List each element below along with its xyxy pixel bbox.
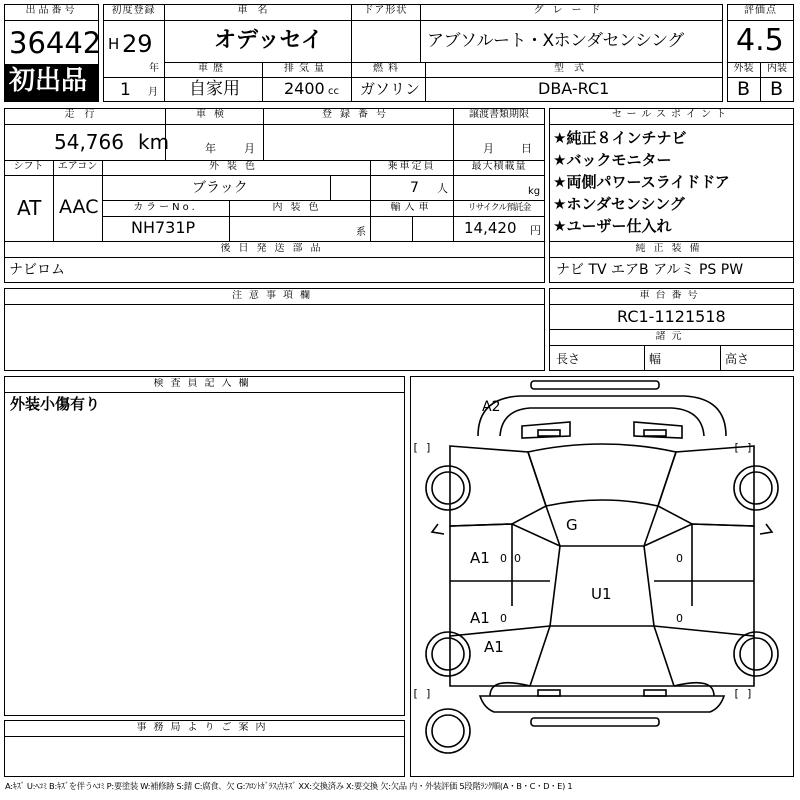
first-listing-text: 初出品	[9, 66, 88, 96]
small-mark: 0	[500, 552, 507, 565]
shift-value: AT	[17, 196, 42, 220]
door-label: ドア形状	[363, 5, 408, 16]
interior-color-label: 内装色	[272, 202, 327, 213]
small-mark: 0	[676, 612, 683, 625]
interior-score-label: 内装	[767, 63, 787, 74]
exterior-color-label: 外装色	[209, 161, 263, 172]
height-label: 高さ	[725, 352, 750, 366]
equipment-label: 純正装備	[635, 243, 708, 254]
car-diagram	[410, 376, 794, 777]
sales-point-item: ★バックモニター	[553, 151, 672, 169]
bracket-right-top: [ ]	[733, 441, 753, 454]
later-parts-value: ナビロム	[9, 262, 65, 278]
damage-mark-a1-door-front: A1	[470, 549, 490, 567]
damage-mark-a2: A2	[482, 399, 501, 415]
inspector-value: 外装小傷有り	[10, 395, 101, 413]
chassis-label: 車台番号	[639, 290, 704, 301]
sales-point-item: ★ホンダセンシング	[553, 195, 685, 213]
max-load-label: 最大積載量	[471, 161, 527, 172]
import-label: 輸入車	[390, 202, 433, 213]
model-value: DBA-RC1	[538, 79, 610, 98]
capacity-unit: 人	[437, 182, 448, 195]
transfer-day-unit: 日	[521, 142, 532, 155]
score-label: 評価点	[744, 5, 777, 16]
displacement-label: 排気量	[284, 63, 329, 74]
interior-color-unit: 系	[356, 227, 366, 238]
fuel-value: ガソリン	[360, 80, 421, 98]
small-mark: 0	[514, 552, 521, 565]
sales-points-label: セールスポイント	[611, 109, 732, 120]
inspector-label: 検査員記入欄	[153, 378, 256, 389]
first-reg-year: 29	[122, 30, 153, 58]
first-reg-month: 1	[120, 80, 131, 100]
length-label: 長さ	[556, 352, 581, 366]
notes-label: 注意事項欄	[232, 290, 317, 301]
first-reg-label: 初度登録	[111, 5, 156, 16]
car-name-value: オデッセイ	[214, 28, 323, 53]
first-reg-era: H	[108, 35, 120, 53]
inspector-box	[4, 376, 405, 716]
capacity-value: 7	[410, 180, 419, 196]
mileage-unit: km	[138, 130, 170, 154]
inspection-month-unit: 月	[244, 142, 255, 155]
dimensions-label: 諸元	[655, 331, 688, 342]
exterior-color-value: ブラック	[192, 180, 248, 196]
damage-mark-u1: U1	[591, 585, 612, 603]
recycle-label: リサイクル預託金	[467, 203, 531, 213]
sales-point-item: ★純正８インチナビ	[553, 129, 687, 147]
aircon-value: AAC	[59, 196, 99, 218]
inspection-label: 車検	[196, 109, 232, 120]
damage-mark-g: G	[566, 516, 578, 534]
history-value: 自家用	[189, 79, 240, 99]
aircon-label: エアコン	[57, 161, 98, 172]
small-mark: 0	[500, 612, 507, 625]
transfer-month-unit: 月	[483, 142, 494, 155]
color-no-label: カラーNo.	[133, 202, 198, 213]
bracket-left-top: [ ]	[412, 441, 432, 454]
first-reg-year-unit: 年	[149, 63, 159, 74]
displacement-value: 2400	[284, 79, 325, 98]
recycle-value: 14,420	[464, 219, 517, 237]
small-mark: 0	[676, 552, 683, 565]
registration-label: 登録番号	[322, 109, 394, 120]
office-label: 事務局よりご案内	[136, 722, 273, 733]
transfer-doc-label: 譲渡書類期限	[469, 109, 529, 120]
damage-mark-a1-door-rear: A1	[470, 609, 490, 627]
max-load-unit: kg	[528, 186, 541, 197]
legend-text: A:ｷｽﾞ U:ﾍｺﾐ B:ｷｽﾞを伴うﾍｺﾐ P:要塗装 W:補修跡 S:錆 C:腐食、欠 G:ﾌﾛﾝﾄｶﾞﾗｽ点ｷｽﾞ XX:交換済み X:要交換 欠:欠品 内・外装評価 5段階ﾗﾝｸ順(A・B・C・D・E) 1	[5, 781, 573, 791]
interior-score-value: B	[770, 78, 784, 100]
shift-label: シフト	[13, 161, 44, 172]
mileage-label: 走行	[64, 109, 105, 120]
lot-number: 36442	[9, 26, 102, 60]
sales-point-item: ★ユーザー仕入れ	[553, 217, 672, 235]
damage-mark-a1-quarter: A1	[484, 638, 504, 656]
lot-label: 出品番号	[25, 5, 78, 16]
bracket-left-bottom: [ ]	[412, 687, 432, 700]
chassis-value: RC1-1121518	[617, 307, 726, 326]
first-reg-month-unit: 月	[148, 87, 158, 98]
mileage-value: 54,766	[54, 130, 124, 154]
sales-point-item: ★両側パワースライドドア	[553, 173, 730, 191]
later-parts-label: 後日発送部品	[220, 243, 329, 254]
displacement-unit: cc	[328, 86, 339, 97]
color-no-value: NH731P	[131, 218, 196, 237]
equipment-value: ナビ TV エアB アルミ PS PW	[556, 262, 744, 278]
bracket-right-bottom: [ ]	[733, 687, 753, 700]
history-label: 車歴	[198, 63, 228, 74]
grade-value: アブソルート・Xホンダセンシング	[427, 31, 684, 51]
recycle-unit: 円	[530, 224, 541, 237]
exterior-score-value: B	[737, 78, 751, 100]
inspection-year-unit: 年	[205, 142, 216, 155]
width-label: 幅	[649, 352, 662, 366]
capacity-label: 乗車定員	[387, 161, 436, 172]
car-name-label: 車名	[237, 5, 278, 16]
score-value: 4.5	[736, 23, 784, 58]
model-label: 型式	[554, 63, 594, 74]
grade-label: グレード	[533, 5, 610, 16]
exterior-score-label: 外装	[733, 63, 754, 74]
fuel-label: 燃料	[373, 63, 403, 74]
